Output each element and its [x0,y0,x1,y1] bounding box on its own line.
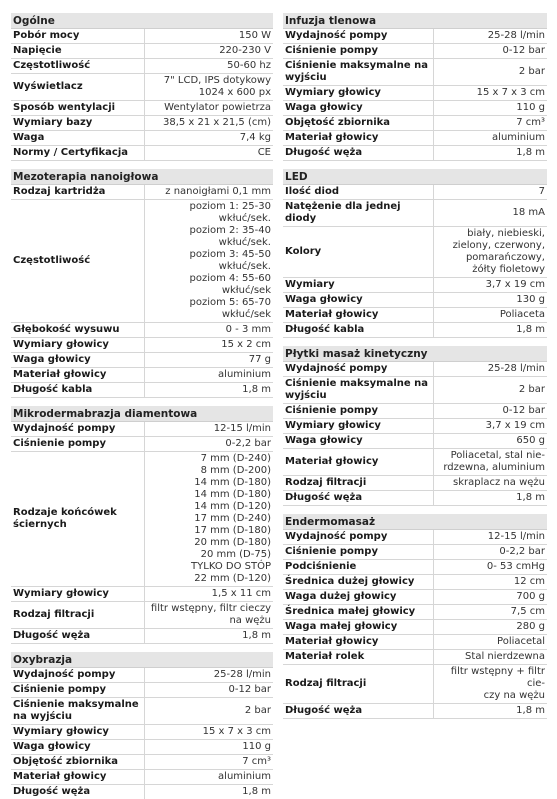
spec-value-line: 14 mm (D-120) [194,501,271,512]
spec-row [11,74,273,101]
spec-row [283,650,547,665]
spec-label: Wymiary głowicy [11,587,144,602]
spec-label: Materiał głowicy [283,635,433,650]
spec-value [433,293,547,308]
spec-label: Głębokość wysuwu [11,323,144,338]
spec-value [433,404,547,419]
spec-label: Wyświetlacz [11,74,144,101]
spec-value-line: 18 mA [512,207,545,218]
section-title: Endermomasaż [283,514,547,530]
spec-value-line: poziom 1: 25-30 wkłuć/sek. [189,201,271,224]
spec-row [283,635,547,650]
spec-value [144,422,273,437]
spec-value [144,74,273,101]
spec-value-line: 1,8 m [516,147,545,158]
spec-label: Rodzaj filtracji [283,665,433,704]
spec-row [11,740,273,755]
spec-row [283,491,547,506]
spec-row [11,422,273,437]
spec-value [144,785,273,799]
spec-label: Ciśnienie pompy [283,44,433,59]
section-infuzja-tlenowa [283,13,547,161]
spec-value [144,323,273,338]
spec-value [433,530,547,545]
spec-value-line: 2 bar [518,66,545,77]
spec-table [11,422,273,644]
spec-value-line: 50-60 hz [227,60,271,71]
spec-value [144,146,273,161]
spec-value-line: 110 g [242,741,271,752]
spec-label: Waga głowicy [283,434,433,449]
spec-value-line: 2 bar [518,384,545,395]
spec-label: Waga głowicy [283,293,433,308]
spec-row [11,116,273,131]
spec-value [433,605,547,620]
spec-row [283,116,547,131]
spec-value-line: 7 mm (D-240) [200,453,271,464]
spec-value-line: 12-15 l/min [213,423,271,434]
spec-value [144,116,273,131]
spec-value-line: Stal nierdzewna [465,651,545,662]
spec-row [283,590,547,605]
spec-row [283,323,547,338]
spec-value [433,227,547,278]
spec-row [283,86,547,101]
spec-label: Waga [11,131,144,146]
spec-row [283,704,547,719]
spec-value-line: poziom 3: 45-50 wkłuć/sek. [189,249,271,272]
spec-label: Podciśnienie [283,560,433,575]
spec-value [144,44,273,59]
spec-value-line: 130 g [516,294,545,305]
spec-label: Ciśnienie pompy [283,545,433,560]
spec-value [433,308,547,323]
spec-row [283,575,547,590]
section-mikrodermabrazja-diamentowa [11,406,273,644]
spec-row [283,200,547,227]
spec-value [433,131,547,146]
spec-row [11,338,273,353]
spec-value-line: 7,5 cm [510,606,545,617]
spec-value [144,185,273,200]
spec-value-line: 7" LCD, IPS dotykowy [163,75,271,86]
spec-value-line: 1,8 m [516,492,545,503]
spec-label: Waga dużej głowicy [283,590,433,605]
spec-value [433,200,547,227]
spec-row [11,383,273,398]
spec-row [283,101,547,116]
spec-label: Materiał rolek [283,650,433,665]
spec-value [433,434,547,449]
spec-value [433,449,547,476]
spec-label: Długość węża [283,704,433,719]
spec-value-line: Poliaceta [499,309,545,320]
spec-value-line: 3,7 x 19 cm [485,420,545,431]
spec-value [433,323,547,338]
spec-value-line: aluminium [218,771,271,782]
section-title: Infuzja tlenowa [283,13,547,29]
spec-value-line: 1,5 x 11 cm [211,588,271,599]
spec-value-line: filtr wstępny, filtr cieczy [150,603,271,614]
spec-value [144,698,273,725]
spec-table [11,668,273,799]
spec-label: Długość węża [11,785,144,799]
spec-value [433,704,547,719]
section-title: Mikrodermabrazja diamentowa [11,406,273,422]
spec-value [433,86,547,101]
spec-label: Wydajność pompy [283,362,433,377]
spec-value-line: 1,8 m [242,384,271,395]
section-title: LED [283,169,547,185]
spec-value-line: 14 mm (D-180) [194,477,271,488]
spec-row [11,59,273,74]
spec-value-line: 20 mm (D-75) [200,549,271,560]
spec-value [433,560,547,575]
spec-label: Ilość diod [283,185,433,200]
spec-value-line: 17 mm (D-240) [194,513,271,524]
section-endermomasaz [283,514,547,719]
left-column [11,13,273,799]
spec-label: Wydajność pompy [11,668,144,683]
spec-value-line: Poliacetal, stal nie- [450,450,545,461]
spec-value-line: 3,7 x 19 cm [485,279,545,290]
spec-table [283,29,547,161]
spec-value [433,635,547,650]
spec-value [433,146,547,161]
spec-row [283,278,547,293]
spec-value-line: 0-12 bar [502,45,545,56]
spec-row [11,755,273,770]
spec-value-line: 12 cm [513,576,545,587]
spec-value [144,683,273,698]
spec-value [433,116,547,131]
spec-value-line: 7 [538,186,545,197]
section-plytki-masaz-kinetyczny [283,346,547,506]
spec-value-line: 110 g [516,102,545,113]
spec-value-line: Poliacetal [497,636,545,647]
spec-value-line: 1,8 m [242,786,271,797]
spec-label: Ciśnienie maksymalne na wyjściu [283,377,433,404]
spec-label: Wymiary głowicy [283,419,433,434]
spec-label: Waga głowicy [283,101,433,116]
section-title: Oxybrazja [11,652,273,668]
spec-row [283,227,547,278]
spec-label: Pobór mocy [11,29,144,44]
section-led [283,169,547,338]
spec-row [283,131,547,146]
spec-value-line: filtr wstępny + filtr cie- [450,666,545,689]
spec-row [11,602,273,629]
spec-value [144,131,273,146]
spec-row [11,770,273,785]
right-column [283,13,547,727]
spec-row [283,293,547,308]
spec-label: Średnica dużej głowicy [283,575,433,590]
spec-value-line: 150 W [238,30,271,41]
spec-row [11,587,273,602]
spec-value-line: 22 mm (D-120) [194,573,271,584]
spec-table [283,530,547,719]
spec-value [433,278,547,293]
spec-table [11,185,273,398]
spec-row [11,668,273,683]
spec-row [283,434,547,449]
spec-label: Materiał głowicy [283,308,433,323]
spec-label: Materiał głowicy [11,368,144,383]
spec-label: Rodzaje końcówek ściernych [11,452,144,587]
spec-value-line: 280 g [516,621,545,632]
spec-value-line: 1,8 m [516,324,545,335]
spec-row [283,530,547,545]
spec-row [11,725,273,740]
spec-row [283,59,547,86]
spec-row [283,185,547,200]
spec-row [283,362,547,377]
spec-value [433,44,547,59]
spec-row [283,545,547,560]
spec-value [144,668,273,683]
spec-value-line: 1,8 m [516,705,545,716]
spec-row [11,101,273,116]
spec-value [144,740,273,755]
spec-value-line: 25-28 l/min [213,669,271,680]
spec-value [433,650,547,665]
spec-label: Częstotliwość [11,59,144,74]
spec-value-line: 15 x 7 x 3 cm [202,726,271,737]
section-title: Płytki masaż kinetyczny [283,346,547,362]
spec-value-line: CE [257,147,271,158]
spec-value-line: poziom 5: 65-70 wkłuć/sek [189,297,271,320]
spec-value [433,59,547,86]
spec-row [283,404,547,419]
spec-value [144,629,273,644]
spec-label: Rodzaj filtracji [283,476,433,491]
spec-value-line: 77 g [248,354,271,365]
spec-label: Ciśnienie maksymalne na wyjściu [283,59,433,86]
spec-value-line: 8 mm (D-200) [200,465,271,476]
spec-value [144,368,273,383]
spec-value [144,29,273,44]
spec-value-line: 20 mm (D-180) [194,537,271,548]
spec-value-line: 7 cm³ [516,117,545,128]
section-title: Mezoterapia nanoigłowa [11,169,273,185]
spec-value [433,545,547,560]
spec-value-line: aluminium [492,132,545,143]
spec-label: Wymiary bazy [11,116,144,131]
spec-value [433,362,547,377]
spec-label: Ciśnienie pompy [11,683,144,698]
spec-value [144,101,273,116]
spec-value-line: pomarańczowy, [465,252,545,263]
spec-value [433,185,547,200]
spec-row [283,605,547,620]
spec-value-line: 38,5 x 21 x 21,5 (cm) [162,117,271,128]
spec-value [144,587,273,602]
spec-value-line: 2 bar [244,705,271,716]
spec-row [283,419,547,434]
spec-value-line: 17 mm (D-180) [194,525,271,536]
spec-row [11,146,273,161]
spec-label: Długość węża [283,491,433,506]
spec-value [144,452,273,587]
spec-row [283,665,547,704]
spec-value-line: poziom 2: 35-40 wkłuć/sek. [189,225,271,248]
spec-label: Kolory [283,227,433,278]
spec-value-line: na wężu [229,615,271,626]
spec-label: Waga małej głowicy [283,620,433,635]
spec-label: Waga głowicy [11,740,144,755]
spec-label: Napięcie [11,44,144,59]
spec-row [11,368,273,383]
spec-value-line: Wentylator powietrza [164,102,271,113]
spec-label: Objętość zbiornika [283,116,433,131]
spec-value-line: czy na wężu [483,690,545,701]
spec-value-line: 25-28 l/min [487,363,545,374]
spec-row [11,323,273,338]
spec-value-line: 0- 53 cmHg [486,561,545,572]
spec-label: Długość kabla [11,383,144,398]
spec-value-line: 700 g [516,591,545,602]
spec-row [11,44,273,59]
spec-value [433,29,547,44]
spec-value [433,491,547,506]
spec-row [283,29,547,44]
spec-value [433,590,547,605]
spec-value [433,377,547,404]
spec-value-line: 1,8 m [242,630,271,641]
spec-value [144,200,273,323]
spec-label: Ciśnienie pompy [283,404,433,419]
spec-value-line: 14 mm (D-180) [194,489,271,500]
section-ogolne [11,13,273,161]
spec-value-line: 0 - 3 mm [225,324,271,335]
spec-table [11,29,273,161]
spec-value [433,476,547,491]
spec-value [433,419,547,434]
spec-row [11,29,273,44]
spec-label: Materiał głowicy [11,770,144,785]
spec-value [144,437,273,452]
spec-label: Normy / Certyfikacja [11,146,144,161]
spec-value-line: biały, niebieski, [467,228,545,239]
spec-label: Ciśnienie maksymalne na wyjściu [11,698,144,725]
spec-row [283,377,547,404]
spec-row [11,452,273,587]
spec-row [283,44,547,59]
spec-label: Wymiary głowicy [11,725,144,740]
spec-label: Wydajność pompy [283,530,433,545]
spec-value [144,353,273,368]
spec-label: Wymiary głowicy [283,86,433,101]
spec-value-line: żółty fioletowy [472,264,545,275]
spec-row [11,683,273,698]
spec-row [11,131,273,146]
spec-value-line: 0-2,2 bar [499,546,545,557]
spec-label: Rodzaj kartridża [11,185,144,200]
spec-row [11,785,273,799]
spec-row [283,449,547,476]
spec-value [144,725,273,740]
section-mezoterapia-nanoiglowa [11,169,273,398]
spec-value-line: 15 x 7 x 3 cm [476,87,545,98]
spec-row [283,560,547,575]
spec-row [283,308,547,323]
spec-label: Materiał głowicy [283,131,433,146]
spec-value-line: zielony, czerwony, [452,240,545,251]
spec-table [283,362,547,506]
spec-label: Wymiary [283,278,433,293]
spec-value-line: 7 cm³ [242,756,271,767]
spec-row [11,698,273,725]
spec-value [433,101,547,116]
spec-label: Rodzaj filtracji [11,602,144,629]
spec-label: Długość kabla [283,323,433,338]
spec-value-line: aluminium [218,369,271,380]
spec-label: Waga głowicy [11,353,144,368]
spec-label: Objętość zbiornika [11,755,144,770]
spec-value [144,59,273,74]
spec-value-line: rdzewna, aluminium [443,462,545,473]
spec-value-line: 0-2,2 bar [225,438,271,449]
spec-label: Sposób wentylacji [11,101,144,116]
spec-row [11,629,273,644]
spec-row [283,146,547,161]
spec-value [144,383,273,398]
spec-value-line: 25-28 l/min [487,30,545,41]
spec-value [144,770,273,785]
spec-value [144,755,273,770]
spec-label: Natężenie dla jednej diody [283,200,433,227]
spec-label: Wydajność pompy [11,422,144,437]
spec-label: Ciśnienie pompy [11,437,144,452]
spec-row [11,200,273,323]
spec-row [11,185,273,200]
spec-value [144,338,273,353]
spec-row [11,437,273,452]
spec-value-line: TYLKO DO STÓP [191,561,271,572]
spec-label: Wymiary głowicy [11,338,144,353]
spec-value [433,665,547,704]
spec-row [283,620,547,635]
spec-label: Częstotliwość [11,200,144,323]
spec-value-line: 1024 x 600 px [198,87,271,98]
spec-value-line: 12-15 l/min [487,531,545,542]
section-oxybrazja [11,652,273,799]
spec-table [283,185,547,338]
spec-label: Wydajność pompy [283,29,433,44]
spec-value-line: 0-12 bar [228,684,271,695]
spec-value [433,620,547,635]
spec-row [283,476,547,491]
spec-label: Długość węża [11,629,144,644]
spec-value [433,575,547,590]
spec-label: Materiał głowicy [283,449,433,476]
spec-label: Średnica małej głowicy [283,605,433,620]
spec-value-line: 650 g [516,435,545,446]
spec-value-line: 7,4 kg [239,132,271,143]
spec-value-line: 0-12 bar [502,405,545,416]
section-title: Ogólne [11,13,273,29]
spec-row [11,353,273,368]
spec-value-line: skraplacz na wężu [453,477,545,488]
spec-value-line: z nanoigłami 0,1 mm [165,186,271,197]
spec-value [144,602,273,629]
spec-value-line: poziom 4: 55-60 wkłuć/sek [189,273,271,296]
spec-value-line: 220-230 V [219,45,271,56]
spec-label: Długość węża [283,146,433,161]
spec-value-line: 15 x 2 cm [221,339,271,350]
